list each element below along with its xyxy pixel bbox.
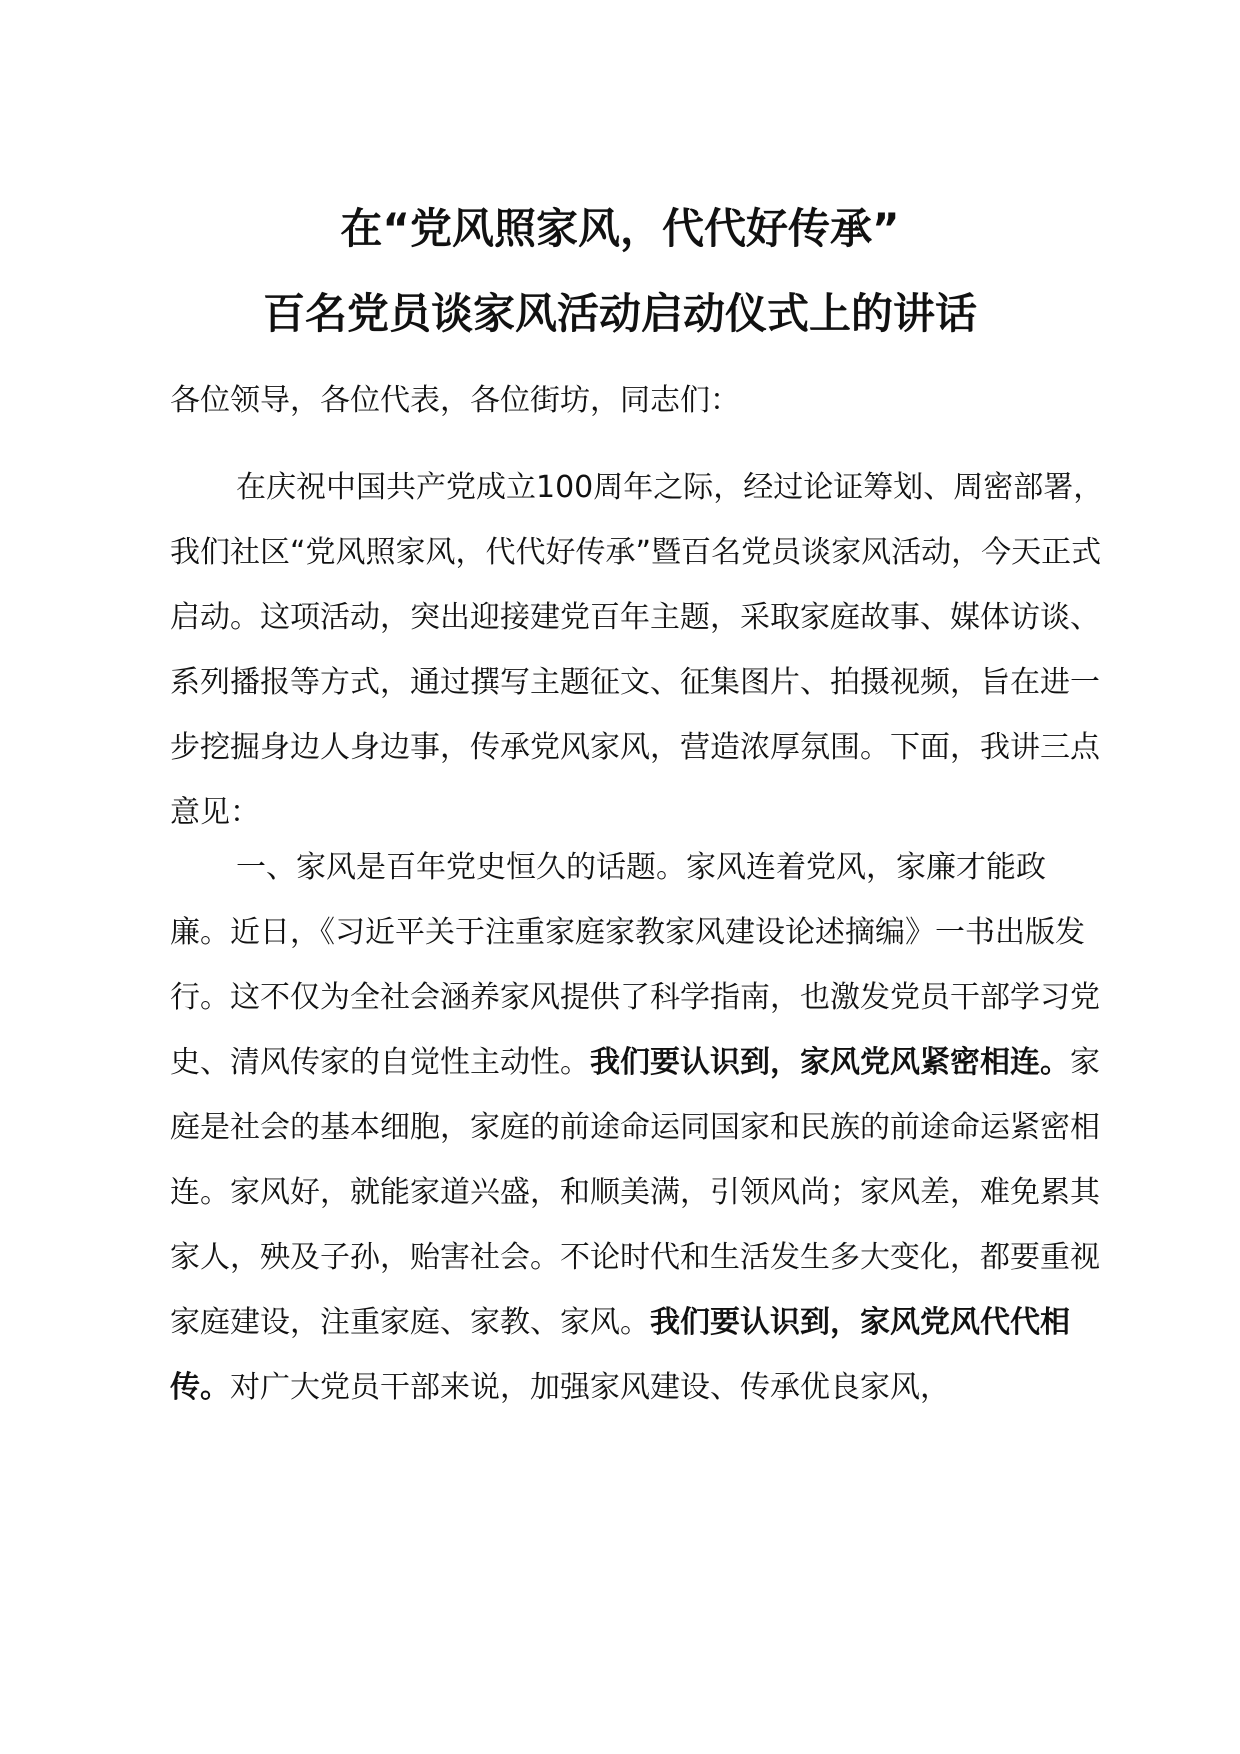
- paragraph-1-text: 在庆祝中国共产党成立100周年之际，经过论证筹划、周密部署，我们社区“党风照家风，代代好传承”暨百名党员谈家风活动，今天正式启动。这项活动，突出迎接建党百年主题，采取家庭故事、媒体访谈、系列播报等方式，通过撰写主题征文、征集图片、拍摄视频，旨在进一步挖掘身边人身边事，传承党风家风，营造浓厚氛围。下面，我讲三点意见：: [170, 470, 1104, 830]
- paragraph-2: [170, 835, 1105, 1420]
- emphasis-statement-1: 我们要认识到，家风党风紧密相连。: [590, 1045, 1070, 1080]
- emphasis-statement-2: 我们要认识到，家风党风代代相传。: [170, 1305, 1070, 1405]
- document-title-line-2: 百名党员谈家风活动启动仪式上的讲话: [262, 289, 977, 338]
- salutation: 各位领导，各位代表，各位街坊，同志们：: [170, 383, 740, 418]
- paragraph-2-text: 对广大党员干部来说，加强家风建设、传承优良家风，: [230, 1370, 950, 1405]
- document-title-line-1: 在“党风照家风，代代好传承”: [340, 204, 900, 253]
- paragraph-1: [170, 455, 1105, 845]
- paragraph-2-text: 家庭是社会的基本细胞，家庭的前途命运同国家和民族的前途命运紧密相连。家风好，就能家道兴盛，和顺美满，引领风尚；家风差，难免累其家人，殃及子孙，贻害社会。不论时代和生活发生多大变化，都要重视家庭建设，注重家庭、家教、家风。: [170, 1045, 1100, 1340]
- paragraph-2-text: 一、家风是百年党史恒久的话题。家风连着党风，家廉才能政廉。近日，《习近平关于注重家庭家教家风建设论述摘编》一书出版发行。这不仅为全社会涵养家风提供了科学指南，也激发党员干部学习党史、清风传家的自觉性主动性。: [170, 850, 1100, 1080]
